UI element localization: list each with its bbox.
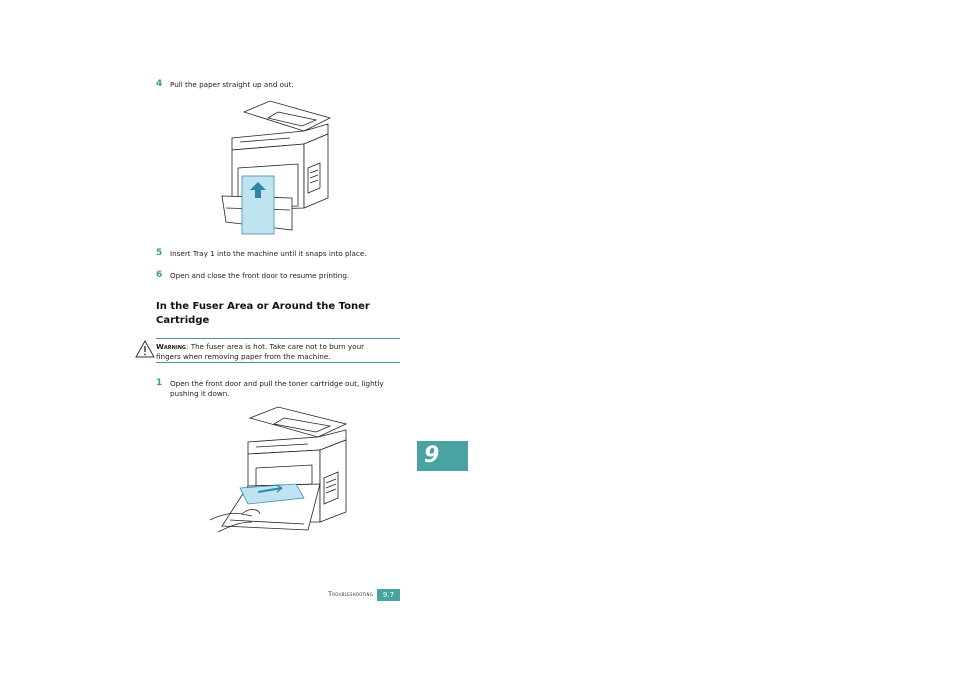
warning-text-line1: : The fuser area is hot. Take care not to burn your [185, 342, 365, 351]
warning-top-rule [156, 338, 400, 339]
page-number: 9.7 [377, 589, 400, 601]
step-1-number: 1 [156, 378, 163, 388]
paper-jam-tray-illustration [220, 98, 332, 236]
step-4-number: 4 [156, 79, 163, 89]
section-heading-line2: Cartridge [156, 314, 210, 326]
step-6-number: 6 [156, 270, 163, 280]
step-1-text-line1: Open the front door and pull the toner cartridge out, lightly [170, 379, 384, 388]
warning-bottom-rule [156, 362, 400, 363]
step-5-number: 5 [156, 248, 163, 258]
warning-label: Warning [156, 342, 186, 351]
warning-text [156, 342, 400, 361]
warning-text-line2: fingers when removing paper from the machine. [156, 351, 331, 361]
toner-cartridge-illustration [208, 404, 350, 536]
step-1-text-line2: pushing it down. [170, 389, 230, 398]
step-4-text: Pull the paper straight up and out. [170, 80, 294, 89]
step-6-text: Open and close the front door to resume printing. [170, 271, 350, 280]
chapter-number: 9 [424, 443, 440, 468]
footer-section-label: Troubleshooting [328, 590, 373, 598]
step-5-text: Insert Tray 1 into the machine until it snaps into place. [170, 249, 367, 258]
warning-triangle-icon [135, 340, 155, 358]
section-heading-line1: In the Fuser Area or Around the Toner [156, 301, 370, 312]
section-heading [156, 300, 370, 327]
step-1-text [170, 379, 402, 399]
